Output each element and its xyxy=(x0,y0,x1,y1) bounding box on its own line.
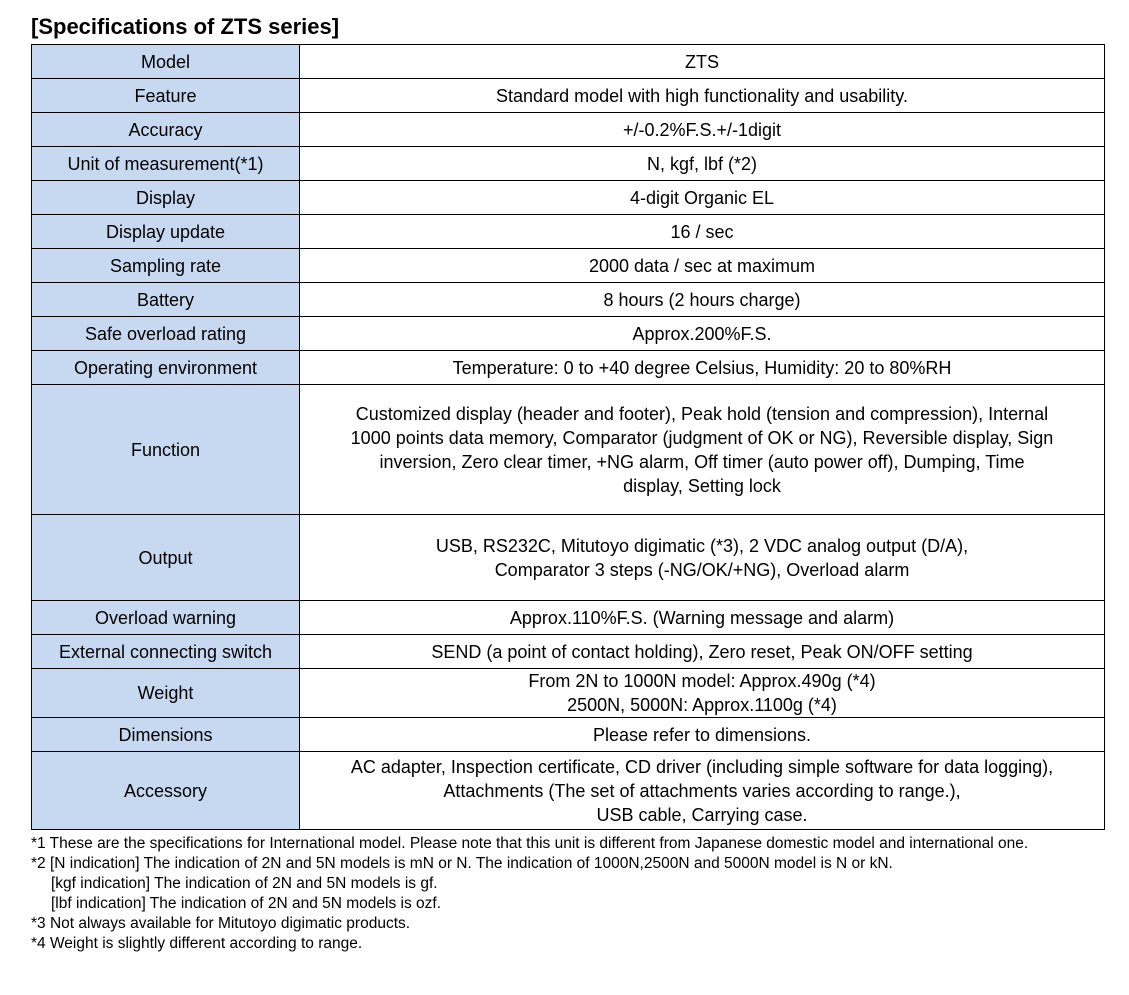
spec-row xyxy=(32,385,1105,515)
spec-label: Display xyxy=(32,181,300,215)
spec-value-line: Temperature: 0 to +40 degree Celsius, Humidity: 20 to 80%RH xyxy=(452,357,952,378)
spec-value xyxy=(300,181,1105,215)
footnote-2-lbf: [lbf indication] The indication of 2N and 5N models is ozf. xyxy=(51,895,442,912)
spec-value xyxy=(300,752,1105,830)
spec-value-line: 4-digit Organic EL xyxy=(629,187,775,208)
spec-row xyxy=(32,317,1105,351)
spec-value-line: 8 hours (2 hours charge) xyxy=(603,289,801,310)
spec-row xyxy=(32,79,1105,113)
spec-value-line: +/-0.2%F.S.+/-1digit xyxy=(622,119,782,140)
spec-row xyxy=(32,669,1105,718)
footnote-3: *3 Not always available for Mitutoyo digimatic products. xyxy=(31,915,411,932)
footnote-1: *1 These are the specifications for International model. Please note that this unit is different from Japanese domestic model and international one. xyxy=(31,835,1029,852)
spec-label: Display update xyxy=(32,215,300,249)
spec-value xyxy=(300,601,1105,635)
footnote-2: *2 [N indication] The indication of 2N and 5N models is mN or N. The indication of 1000N,2500N and 5000N model is N or kN. xyxy=(31,855,893,872)
spec-value-line: AC adapter, Inspection certificate, CD driver (including simple software for data logging), xyxy=(350,756,1054,777)
spec-value xyxy=(300,669,1105,718)
spec-label: Weight xyxy=(32,669,300,718)
spec-value-line: 16 / sec xyxy=(670,221,734,242)
spec-row xyxy=(32,515,1105,601)
footnote-4: *4 Weight is slightly different according to range. xyxy=(31,935,363,952)
spec-value xyxy=(300,283,1105,317)
spec-row xyxy=(32,113,1105,147)
spec-row xyxy=(32,601,1105,635)
spec-label: Accessory xyxy=(32,752,300,830)
spec-value xyxy=(300,385,1105,515)
footnote-2-kgf: [kgf indication] The indication of 2N and 5N models is gf. xyxy=(51,875,438,892)
spec-value-line: 2500N, 5000N: Approx.1100g (*4) xyxy=(567,695,837,715)
spec-value xyxy=(300,79,1105,113)
spec-row xyxy=(32,718,1105,752)
spec-table xyxy=(31,44,1105,830)
spec-value xyxy=(300,147,1105,181)
spec-label: Dimensions xyxy=(32,718,300,752)
spec-row xyxy=(32,283,1105,317)
spec-value-line: SEND (a point of contact holding), Zero reset, Peak ON/OFF setting xyxy=(431,641,973,662)
spec-label: Sampling rate xyxy=(32,249,300,283)
spec-row xyxy=(32,351,1105,385)
spec-value-line: N, kgf, lbf (*2) xyxy=(646,153,758,174)
spec-value xyxy=(300,45,1105,79)
spec-label: Overload warning xyxy=(32,601,300,635)
spec-label: Accuracy xyxy=(32,113,300,147)
spec-value-line: 1000 points data memory, Comparator (judgment of OK or NG), Reversible display, Sign xyxy=(350,427,1054,448)
spec-row xyxy=(32,249,1105,283)
spec-label: Battery xyxy=(32,283,300,317)
spec-row xyxy=(32,635,1105,669)
spec-value-line: inversion, Zero clear timer, +NG alarm, Off timer (auto power off), Dumping, Time xyxy=(379,451,1025,472)
spec-label: Model xyxy=(32,45,300,79)
spec-value-line: From 2N to 1000N model: Approx.490g (*4) xyxy=(528,671,876,691)
spec-label: Unit of measurement(*1) xyxy=(32,147,300,181)
spec-value-line: Customized display (header and footer), Peak hold (tension and compression), Internal xyxy=(355,403,1049,424)
spec-row xyxy=(32,752,1105,830)
spec-value-line: USB, RS232C, Mitutoyo digimatic (*3), 2 VDC analog output (D/A), xyxy=(435,535,969,556)
spec-value-line: Please refer to dimensions. xyxy=(592,724,812,745)
spec-value xyxy=(300,317,1105,351)
spec-value xyxy=(300,113,1105,147)
spec-label: Feature xyxy=(32,79,300,113)
spec-label: External connecting switch xyxy=(32,635,300,669)
spec-value xyxy=(300,718,1105,752)
spec-row xyxy=(32,147,1105,181)
spec-value-line: Attachments (The set of attachments varies according to range.), xyxy=(443,780,961,801)
spec-value-line: 2000 data / sec at maximum xyxy=(588,255,816,276)
spec-value-line: Standard model with high functionality and usability. xyxy=(496,85,908,106)
spec-value xyxy=(300,635,1105,669)
spec-label: Operating environment xyxy=(32,351,300,385)
spec-value xyxy=(300,515,1105,601)
spec-value-line: Approx.110%F.S. (Warning message and alarm) xyxy=(509,607,895,628)
spec-value-line: USB cable, Carrying case. xyxy=(596,804,808,825)
spec-value-line: Approx.200%F.S. xyxy=(632,323,772,344)
spec-label: Safe overload rating xyxy=(32,317,300,351)
spec-value xyxy=(300,215,1105,249)
spec-row xyxy=(32,181,1105,215)
spec-label: Function xyxy=(32,385,300,515)
spec-value-line: ZTS xyxy=(685,51,719,72)
spec-value xyxy=(300,249,1105,283)
spec-row xyxy=(32,45,1105,79)
spec-label: Output xyxy=(32,515,300,601)
page-title: [Specifications of ZTS series] xyxy=(31,14,340,39)
footnotes xyxy=(31,834,1105,954)
spec-value-line: display, Setting lock xyxy=(623,475,781,496)
spec-value-line: Comparator 3 steps (-NG/OK/+NG), Overload alarm xyxy=(494,559,910,580)
spec-row xyxy=(32,215,1105,249)
spec-value xyxy=(300,351,1105,385)
